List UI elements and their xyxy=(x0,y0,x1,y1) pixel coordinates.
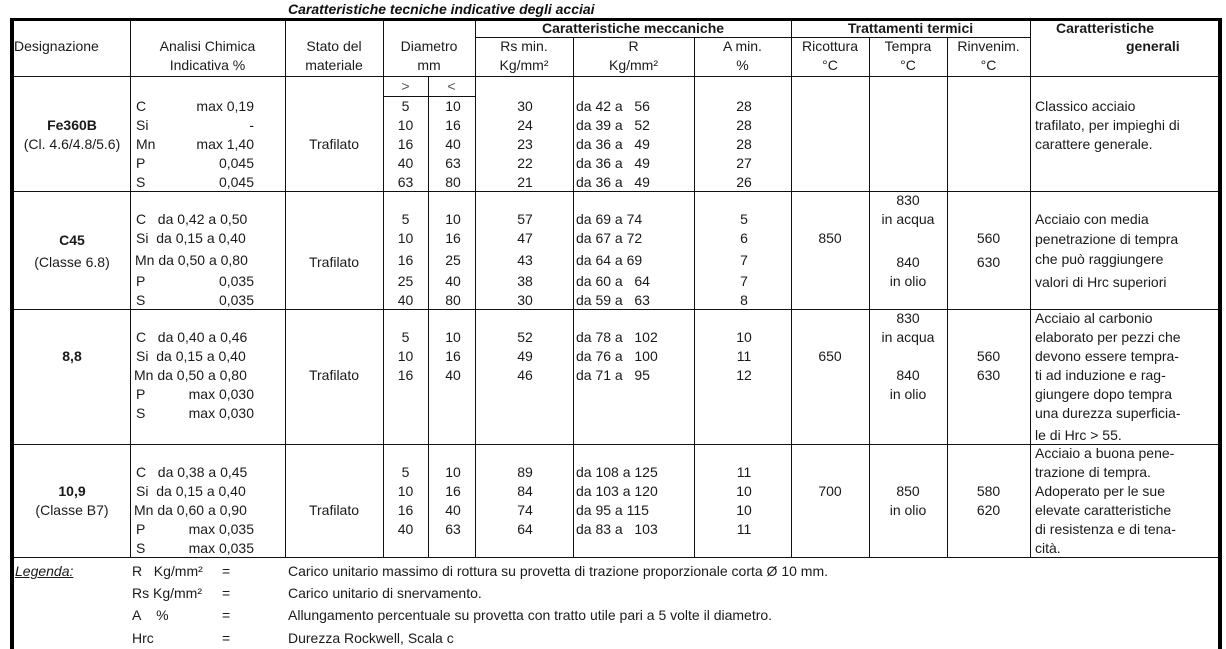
row-a: 10 11 12 xyxy=(736,329,752,383)
legend-equals: = xyxy=(222,563,231,579)
element-line: Si da 0,15 a 0,40 xyxy=(136,348,246,364)
row-ricottura: 700 xyxy=(818,483,842,499)
element-symbol: P xyxy=(136,521,146,537)
element-value: 0,035 xyxy=(218,292,254,308)
header-diam-lt: < xyxy=(447,78,456,94)
row-designazione: 8,8 xyxy=(62,348,82,364)
element-symbol: P xyxy=(136,155,146,171)
row-diam-lt: 10 16 40 63 xyxy=(445,464,461,537)
row-tempra: 830 in acqua 840 in olio xyxy=(881,310,935,402)
element-value: max 0,035 xyxy=(188,540,254,556)
row-classe: (Classe 6.8) xyxy=(34,254,110,270)
row-tempra: 850 in olio xyxy=(889,483,927,518)
element-value: max 0,035 xyxy=(188,521,254,537)
header-bottom-line xyxy=(14,76,1218,77)
row-rs: 30 24 23 22 21 xyxy=(517,98,533,190)
header-r-line2: Kg/mm² xyxy=(609,57,658,73)
header-analisi-line1: Analisi Chimica xyxy=(159,38,256,54)
legend-text: Carico unitario di snervamento. xyxy=(288,585,482,601)
header-ricottura-line2: °C xyxy=(822,57,838,73)
col-divider xyxy=(947,37,948,558)
element-line: C da 0,42 a 0,50 xyxy=(136,211,248,227)
element-line: Mn da 0,60 a 0,90 xyxy=(134,502,247,518)
row-diam-gt: 5 10 16 40 xyxy=(397,464,414,537)
element-value: - xyxy=(249,117,254,133)
table-left-border xyxy=(10,18,14,649)
header-ricottura-line1: Ricottura xyxy=(801,38,859,54)
element-symbol: Mn xyxy=(136,136,156,152)
header-stato-line1: Stato del xyxy=(306,38,362,54)
legend-text: Carico unitario massimo di rottura su provetta di trazione proporzionale corta Ø 10 mm. xyxy=(288,563,829,579)
header-r-line1: R xyxy=(628,38,639,54)
header-caratteristiche-line1: Caratteristiche xyxy=(1056,20,1155,36)
header-a-line1: A min. xyxy=(723,38,762,54)
row-rs: 89 84 74 64 xyxy=(517,464,533,537)
element-symbol: S xyxy=(136,540,146,556)
element-value: 0,045 xyxy=(218,174,254,190)
row-caratteristiche: Acciaio a buona pene- trazione di tempra. Adoperato per le sue elevate caratteristiche di resistenza e di tena- cità. xyxy=(1035,445,1176,556)
header-rinvenim-line2: °C xyxy=(980,57,997,73)
element-symbol: Si xyxy=(136,117,149,133)
legend-equals: = xyxy=(222,630,231,646)
row-ricottura: 850 xyxy=(818,230,842,246)
row-rinvenim: 580 620 xyxy=(976,483,1001,518)
row-caratteristiche: Acciaio al carbonio elaborato per pezzi che devono essere tempra- ti ad induzione e rag- giungere dopo tempra una durezza superficia- le di Hrc > 55. xyxy=(1035,310,1181,443)
row-a: 28 28 28 27 26 xyxy=(736,98,752,190)
col-divider xyxy=(869,37,870,558)
header-diam-gt: > xyxy=(401,78,410,94)
row-rinvenim: 560 630 xyxy=(976,348,1001,383)
legend-text: Durezza Rockwell, Scala c xyxy=(288,630,454,646)
element-line: C da 0,38 a 0,45 xyxy=(136,464,248,480)
element-value: 0,035 xyxy=(218,273,254,289)
row-classe: (Cl. 4.6/4.8/5.6) xyxy=(23,136,121,152)
row-a: 11 10 10 11 xyxy=(736,464,752,537)
element-value: 0,045 xyxy=(218,155,254,171)
row-rs: 52 49 46 xyxy=(517,329,533,383)
element-value: max 1,40 xyxy=(196,136,254,152)
element-symbol: C xyxy=(136,98,147,114)
legend-label: Legenda: xyxy=(15,563,74,579)
header-analisi-line2: Indicativa % xyxy=(169,57,246,73)
legend-equals: = xyxy=(222,585,231,601)
header-designazione: Designazione xyxy=(14,38,99,54)
row-designazione: Fe360B xyxy=(47,117,97,133)
element-symbol: S xyxy=(136,292,146,308)
row-stato: Trafilato xyxy=(308,502,360,518)
legend-text: Allungamento percentuale su provetta con tratto utile pari a 5 volte il diametro. xyxy=(288,607,773,623)
header-diametro-line2: mm xyxy=(417,57,441,73)
row-designazione: C45 xyxy=(59,232,85,248)
legend-symbol: Rs Kg/mm² xyxy=(132,585,202,601)
row-classe: (Classe B7) xyxy=(35,502,109,518)
element-symbol: P xyxy=(136,273,146,289)
table-right-border xyxy=(1218,18,1222,649)
element-line: C da 0,40 a 0,46 xyxy=(136,329,248,345)
element-value: max 0,030 xyxy=(188,386,254,402)
row-stato: Trafilato xyxy=(308,367,360,383)
legend-symbol: R Kg/mm² xyxy=(132,563,203,579)
legend-equals: = xyxy=(222,607,231,623)
row-stato: Trafilato xyxy=(308,254,360,270)
element-line: Mn da 0,50 a 0,80 xyxy=(135,252,248,268)
row-stato: Trafilato xyxy=(308,136,360,152)
header-a-line2: % xyxy=(736,57,749,73)
header-diametro-line1: Diametro xyxy=(400,38,458,54)
header-tempra-line2: °C xyxy=(900,57,916,73)
header-group-trattamenti: Trattamenti termici xyxy=(847,20,974,36)
row-ricottura: 650 xyxy=(818,348,842,364)
header-tempra-line1: Tempra xyxy=(884,38,932,54)
col-divider xyxy=(130,21,131,558)
header-group-meccaniche: Caratteristiche meccaniche xyxy=(541,20,725,36)
element-symbol: P xyxy=(136,386,146,402)
element-symbol: S xyxy=(136,174,146,190)
element-value: max 0,030 xyxy=(188,405,254,421)
element-line: Mn da 0,50 a 0,80 xyxy=(134,367,247,383)
row-r: da 108 a 125 da 103 a 120 da 95 a 115 da 83 a 103 xyxy=(576,464,658,537)
element-value: max 0,19 xyxy=(196,98,254,114)
header-rs-line2: Kg/mm² xyxy=(499,57,549,73)
header-stato-line2: materiale xyxy=(305,57,363,73)
row-r: da 42 a 56 da 39 a 52 da 36 a 49 da 36 a 49 da 36 a 49 xyxy=(576,98,650,190)
element-symbol: S xyxy=(136,405,146,421)
legend-symbol: Hrc xyxy=(132,630,154,646)
element-line: Si da 0,15 a 0,40 xyxy=(136,230,246,246)
element-line: Si da 0,15 a 0,40 xyxy=(136,483,246,499)
header-rinvenim-line1: Rinvenim. xyxy=(957,38,1020,54)
col-divider xyxy=(1030,21,1031,558)
row-diam-gt: 5 10 16 xyxy=(397,329,414,383)
row-diam-lt: 10 16 40 63 80 xyxy=(445,98,461,190)
row-r: da 78 a 102 da 76 a 100 da 71 a 95 xyxy=(576,329,658,383)
header-rs-line1: Rs min. xyxy=(500,38,548,54)
page-title: Caratteristiche tecniche indicative degli acciai xyxy=(288,1,595,17)
row-designazione: 10,9 xyxy=(58,483,86,499)
row-diam-lt: 10 16 40 xyxy=(445,329,461,383)
row-tempra: 830 in acqua 840 in olio xyxy=(881,192,935,289)
legend-symbol: A % xyxy=(132,607,169,623)
col-divider xyxy=(285,21,286,558)
header-caratteristiche-line2: generali xyxy=(1126,38,1180,54)
row-caratteristiche: Classico acciaio trafilato, per impieghi di carattere generale. xyxy=(1035,98,1180,152)
row-diam-gt: 5 10 16 40 63 xyxy=(397,98,414,190)
